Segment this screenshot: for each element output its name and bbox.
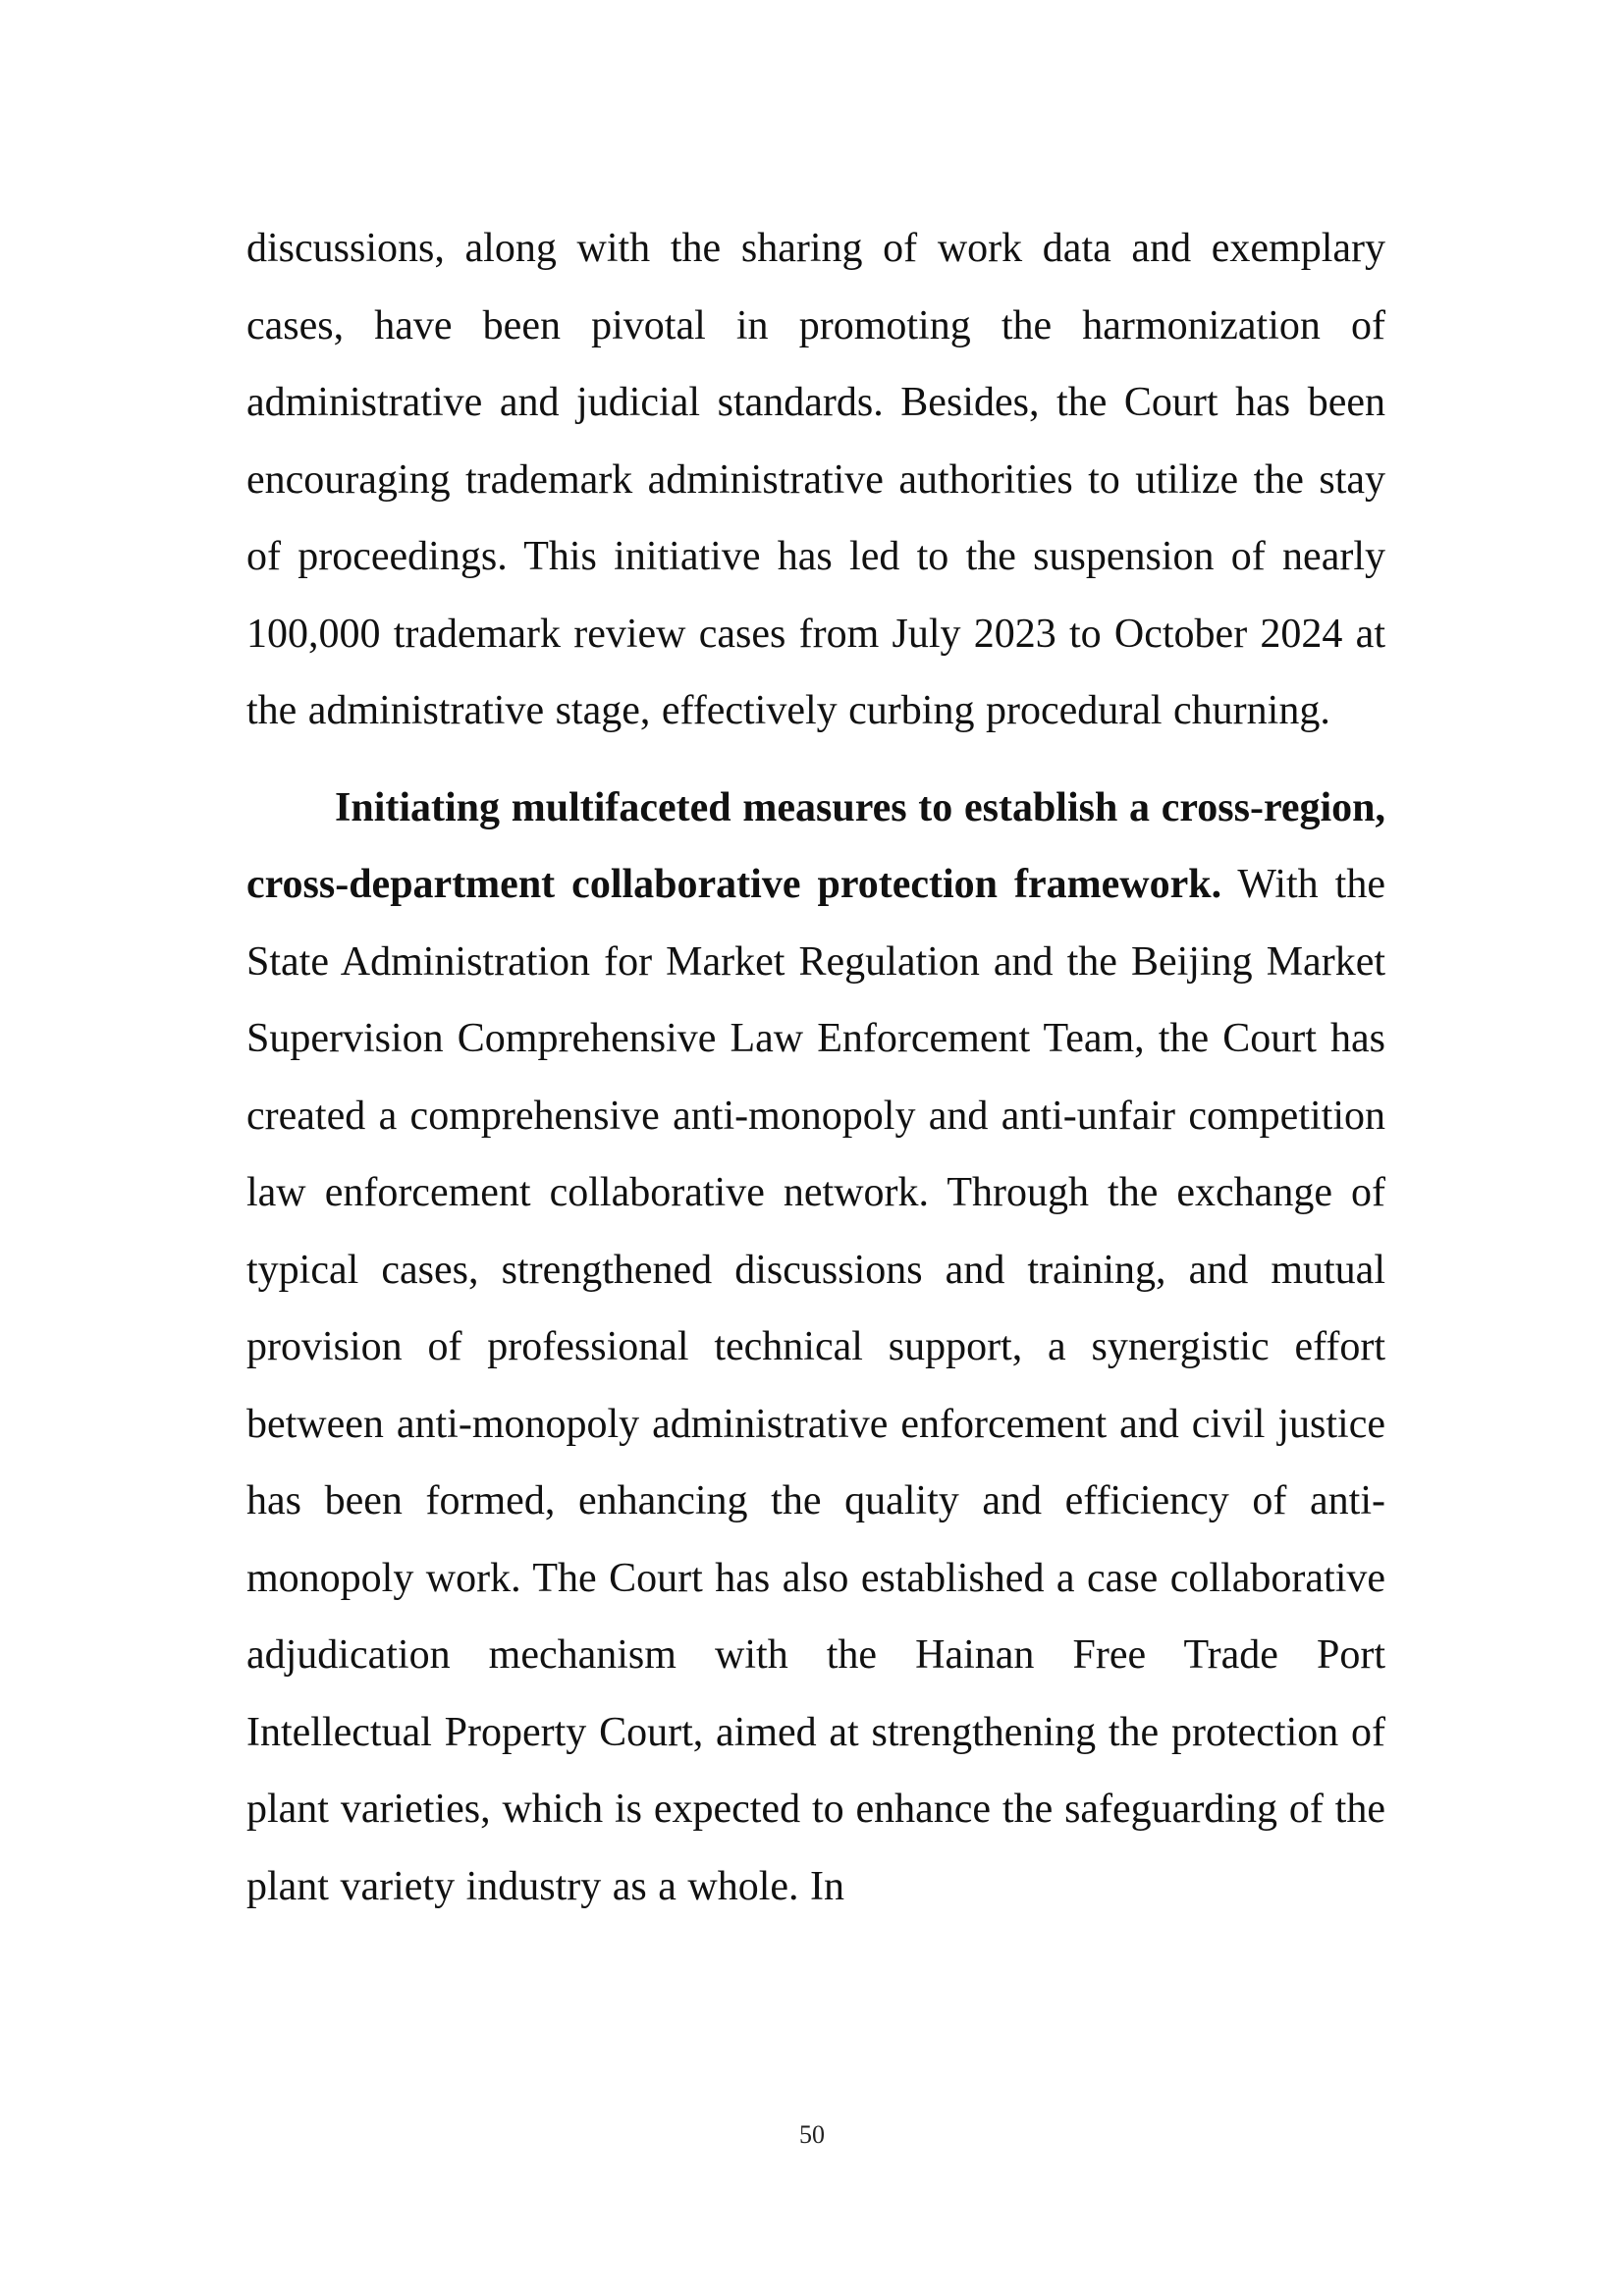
paragraph-body: With the State Administration for Market Regulation and the Beijing Market Supervision Comprehensive Law Enforcement Team, the Court has created a comprehensive anti-monopoly and anti-unfair competition law enforcement collaborative network. Through the exchange of typical cases, strengthened discussions and training, and mutual provision of professional technical support, a synergistic effort between anti-monopoly administrative enforcement and civil justice has been formed, enhancing the quality and efficiency of anti-monopoly work. The Court has also established a case collaborative adjudication mechanism with the Hainan Free Trade Port Intellectual Property Court, aimed at strengthening the protection of plant varieties, which is expected to enhance the safeguarding of the plant variety industry as a whole. In	[246, 862, 1385, 1909]
paragraph-continued: discussions, along with the sharing of work data and exemplary cases, have been pivotal in promoting the harmonization of administrative and judicial standards. Besides, the Court has been encouraging trademark administrative authorities to utilize the stay of proceedings. This initiative has led to the suspension of nearly 100,000 trademark review cases from July 2023 to October 2024 at the administrative stage, effectively curbing procedural churning.	[246, 226, 1385, 733]
paragraph-collaborative-framework	[246, 770, 1385, 1926]
body-text	[246, 210, 1385, 1925]
page-number: 50	[799, 2120, 825, 2149]
paragraph-lead-heading: Initiating multifaceted measures to establish a cross-region, cross-department collaborative protection framework.	[246, 784, 1385, 907]
